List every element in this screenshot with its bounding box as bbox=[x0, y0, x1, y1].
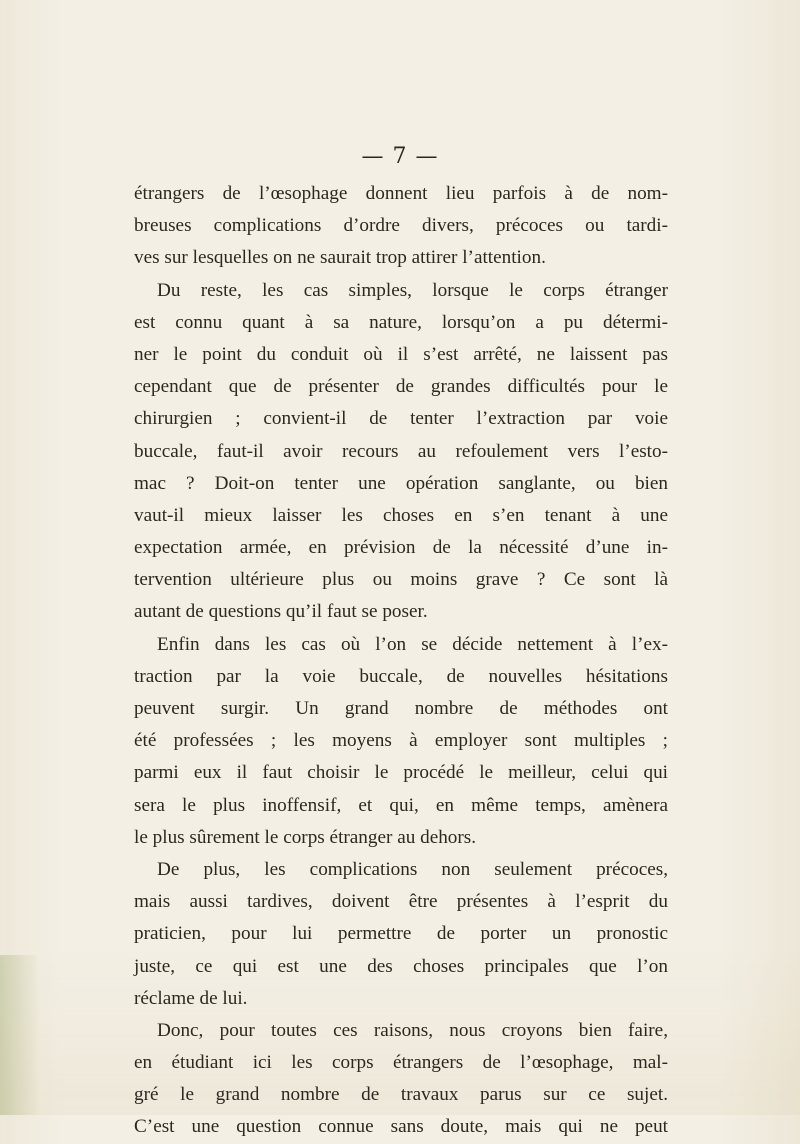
text-line: ves sur lesquelles on ne saurait trop attirer l’attention. bbox=[134, 247, 546, 269]
text-line: breuses complications d’ordre divers, précoces ou tardi- bbox=[134, 215, 668, 237]
text-line: ner le point du conduit où il s’est arrêté, ne laissent pas bbox=[134, 343, 668, 365]
text-line: tervention ultérieure plus ou moins grave ? Ce sont là bbox=[134, 569, 668, 591]
text-line: autant de questions qu’il faut se poser. bbox=[134, 601, 428, 623]
text-line: le plus sûrement le corps étranger au dehors. bbox=[134, 826, 477, 848]
text-line: C’est une question connue sans doute, mais qui ne peut bbox=[134, 1116, 668, 1138]
text-line: sera le plus inoffensif, et qui, en même temps, amènera bbox=[134, 794, 668, 816]
text-line: De plus, les complications non seulement précoces, bbox=[157, 858, 668, 880]
text-line: mais aussi tardives, doivent être présentes à l’esprit du bbox=[134, 891, 668, 913]
text-line: Donc, pour toutes ces raisons, nous croyons bien faire, bbox=[157, 1019, 668, 1041]
text-line: en étudiant ici les corps étrangers de l’œsophage, mal- bbox=[134, 1052, 668, 1074]
page-number: — 7 — bbox=[361, 144, 439, 169]
text-line: juste, ce qui est une des choses principales que l’on bbox=[134, 955, 668, 977]
text-line: peuvent surgir. Un grand nombre de méthodes ont bbox=[134, 698, 668, 719]
text-line: parmi eux il faut choisir le procédé le meilleur, celui qui bbox=[134, 762, 668, 784]
text-line: été professées ; les moyens à employer sont multiples ; bbox=[134, 730, 668, 752]
text-line: Du reste, les cas simples, lorsque le corps étranger bbox=[157, 279, 668, 301]
text-line: buccale, faut-il avoir recours au refoulement vers l’esto- bbox=[134, 440, 668, 462]
paper-stain bbox=[0, 955, 40, 1115]
text-line: chirurgien ; convient-il de tenter l’extraction par voie bbox=[134, 408, 668, 430]
text-line: vaut-il mieux laisser les choses en s’en tenant à une bbox=[134, 504, 668, 526]
text-line: est connu quant à sa nature, lorsqu’on a pu détermi- bbox=[134, 311, 668, 333]
text-line: gré le grand nombre de travaux parus sur ce sujet. bbox=[134, 1084, 668, 1106]
text-line: Enfin dans les cas où l’on se décide nettement à l’ex- bbox=[157, 633, 668, 655]
text-line: étrangers de l’œsophage donnent lieu parfois à de nom- bbox=[134, 183, 668, 204]
text-line: praticien, pour lui permettre de porter un pronostic bbox=[134, 923, 668, 945]
text-line: expectation armée, en prévision de la nécessité d’une in- bbox=[134, 537, 668, 559]
text-line: cependant que de présenter de grandes difficultés pour le bbox=[134, 376, 668, 398]
text-line: mac ? Doit-on tenter une opération sanglante, ou bien bbox=[134, 472, 668, 494]
text-line: traction par la voie buccale, de nouvelles hésitations bbox=[134, 665, 668, 687]
body-text bbox=[134, 178, 668, 1144]
text-line: réclame de lui. bbox=[134, 987, 248, 1009]
